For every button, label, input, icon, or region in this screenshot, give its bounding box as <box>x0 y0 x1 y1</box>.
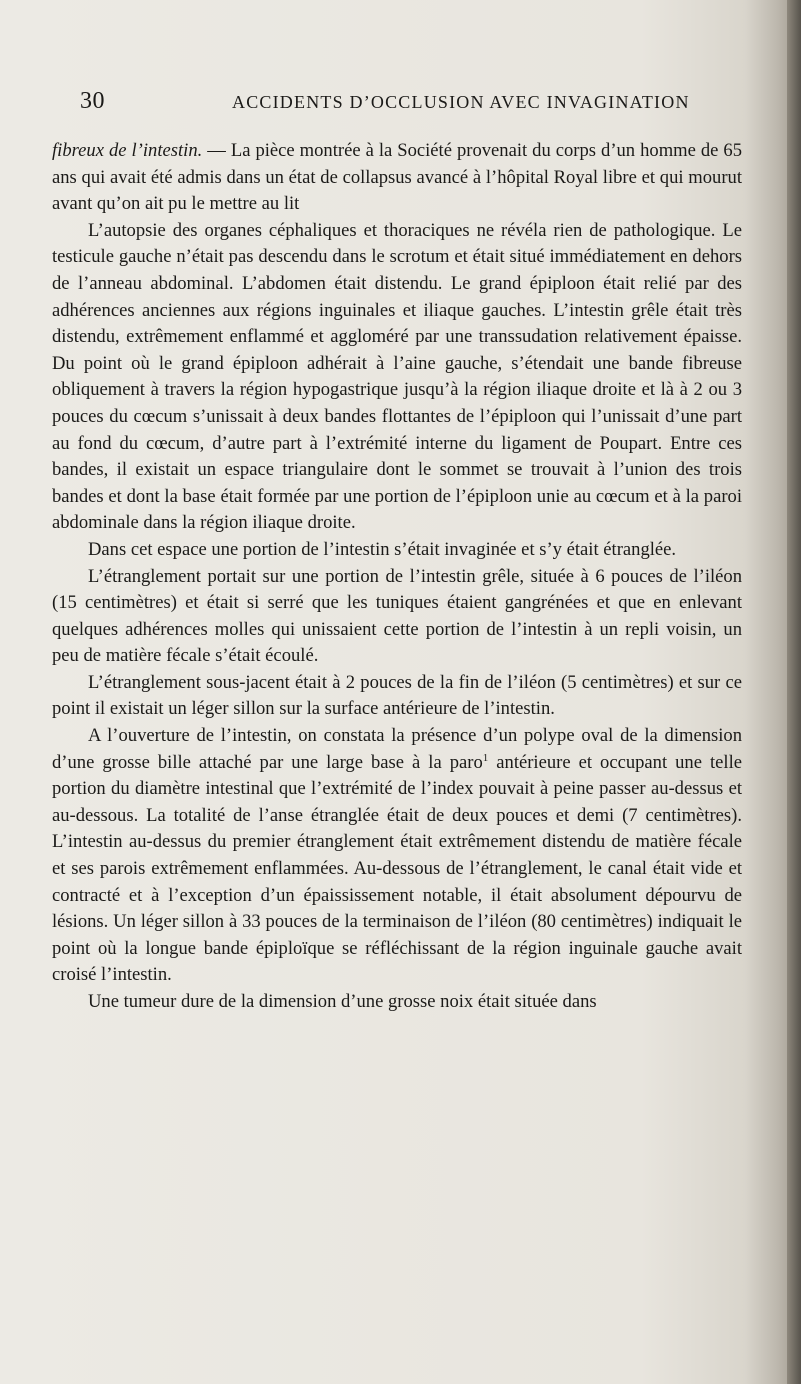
paragraph-6-text-end: antérieure et occupant une telle portion du diamètre intestinal que l’extrémité de l’index pouvait à peine passer au-dessus et au-dessous. La totalité de l’anse étranglée était de deux pouces et demi (7 centimètres). L’intestin au-dessus du premier étranglement était extrêmement distendu de matière fécale et ses parois extrêmement enflammées. Au-dessous de l’étranglement, le canal était vide et contracté et à l’exception d’un épaississement notable, il était absolument dépourvu de lésions. Un léger sillon à 33 pouces de la terminaison de l’iléon (80 centimètres) indiquait le point où la longue bande épiploïque se réfléchissant de la région inguinale gauche avait croisé l’intestin. <box>52 751 742 986</box>
page-header <box>80 88 740 118</box>
page-edge-shadow <box>787 0 801 1384</box>
paragraph-1 <box>52 138 742 218</box>
paragraph-6-text-start: A l’ouverture de l’intestin, on constata la présence d’un polype oval de la dimension d’une grosse bille attaché par une large base à la paro <box>52 725 742 773</box>
paragraph-7: Une tumeur dure de la dimension d’une grosse noix était située dans <box>88 991 597 1012</box>
paragraph-2: L’autopsie des organes céphaliques et thoraciques ne révéla rien de pathologique. Le testicule gauche n’était pas descendu dans le scrotum et était situé immédiatement en dehors de l’anneau abdominal. L’abdomen était distendu. Le grand épiploon était relié par des adhérences anciennes aux régions inguinales et iliaque gauches. L’intestin grêle était très distendu, extrêmement enflammé et aggloméré par une transsudation relativement épaisse. Du point où le grand épiploon adhérait à l’aine gauche, s’étendait une bande fibreuse obliquement à travers la région hypogastrique jusqu’à la région iliaque droite et là à 2 ou 3 pouces du cœcum s’unissait à deux bandes flottantes de l’épiploon qui l’unissait d’une part au fond du cœcum, d’autre part à l’extrémité interne du ligament de Poupart. Entre ces bandes, il existait un espace triangulaire dont le sommet se trouvait à l’union des trois bandes et dont la base était formée par une portion de l’épiploon unie au cœcum et à la paroi abdominale dans la région iliaque droite. <box>52 219 742 534</box>
paragraph-1-text: — La pièce montrée à la Société provenait du corps d’un homme de 65 ans qui avait été admis dans un état de collapsus avancé à l’hôpital Royal libre et qui mourut avant qu’on ait pu le mettre au lit <box>52 140 742 215</box>
paragraph-6 <box>52 723 742 989</box>
paragraph-1-italic-lead: fibreux de l’intestin. <box>52 140 203 161</box>
paragraph-5: L’étranglement sous-jacent était à 2 pouces de la fin de l’iléon (5 centimètres) et sur ce point il existait un léger sillon sur la surface antérieure de l’intestin. <box>52 671 742 720</box>
running-title: ACCIDENTS D’OCCLUSION AVEC INVAGINATION <box>232 92 690 112</box>
paragraph-3: Dans cet espace une portion de l’intestin s’était invaginée et s’y était étranglée. <box>88 538 677 560</box>
paragraph-4: L’étranglement portait sur une portion de l’intestin grêle, située à 6 pouces de l’iléon (15 centimètres) et était si serré que les tuniques étaient gangrénées et que en enlevant quelques adhérences molles qui unissaient cette portion de l’intestin à un repli voisin, un peu de matière fécale s’était écoulé. <box>52 565 742 667</box>
footnote-marker: 1 <box>482 751 489 764</box>
body-text <box>52 138 742 1016</box>
page-number: 30 <box>80 88 105 114</box>
